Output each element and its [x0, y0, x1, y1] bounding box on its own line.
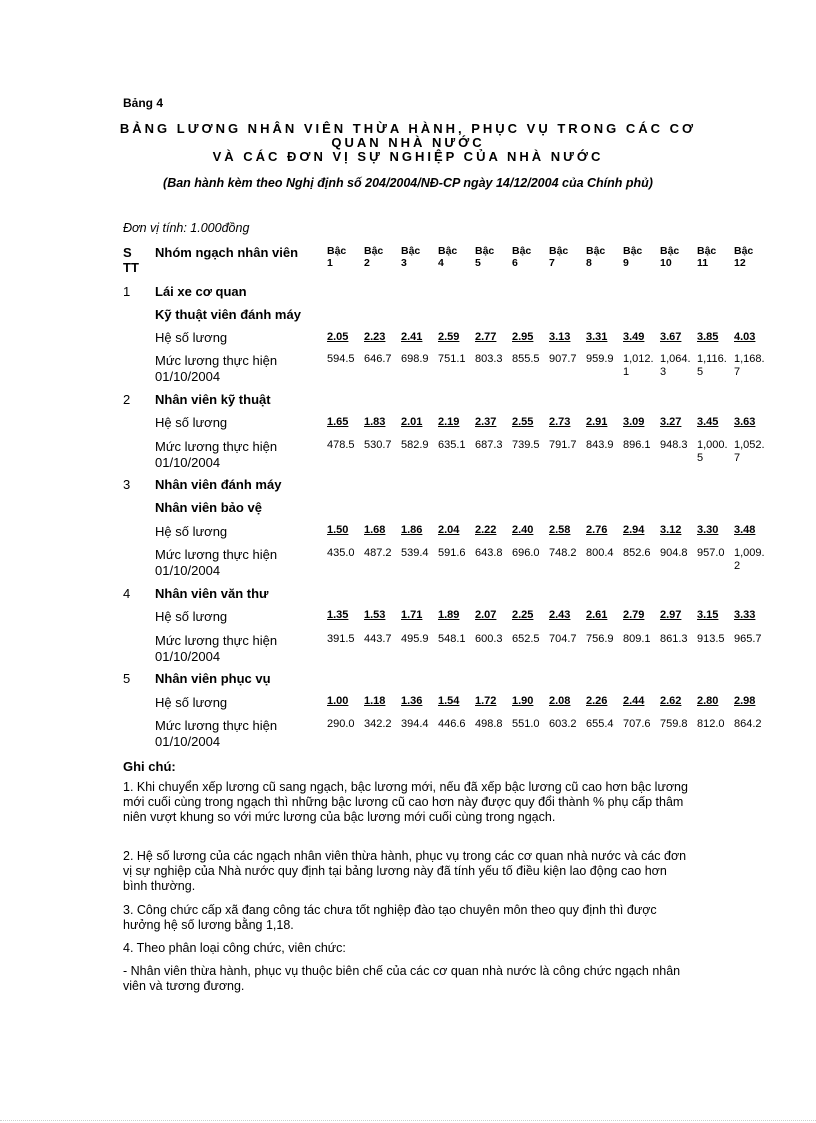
group-4-coef-label: Hệ số lương: [155, 609, 228, 624]
group-3-coef-bac-12: 3.48: [734, 524, 756, 536]
grade-header-3: Bậc 3: [401, 245, 421, 269]
group-3-coef-bac-1: 1.50: [327, 524, 349, 536]
group-4-name: Nhân viên văn thư: [155, 586, 269, 601]
group-1-salary-bac-12: 1,168.7: [734, 353, 765, 378]
group-5-coef-bac-12: 2.98: [734, 695, 756, 707]
group-4-coef-bac-5: 2.07: [475, 609, 497, 621]
group-2-salary-bac-10: 948.3: [660, 439, 688, 451]
group-2-coef-bac-10: 3.27: [660, 416, 682, 428]
group-5-salary-bac-8: 655.4: [586, 718, 614, 730]
group-4-salary-bac-3: 495.9: [401, 633, 429, 645]
group-5-coef-bac-4: 1.54: [438, 695, 460, 707]
note-2: 2. Hệ số lương của các ngạch nhân viên thừa hành, phục vụ trong các cơ quan nhà nước và các đơn vị sự nghiệp của Nhà nước quy định tại bảng lương này đã tính yếu tố điều kiện lao động cao hơn bình thường.: [123, 849, 687, 893]
group-5-salary-label: Mức lương thực hiện 01/10/2004: [155, 718, 278, 749]
group-1-salary-bac-9: 1,012.1: [623, 353, 654, 378]
grade-header-4: Bậc 4: [438, 245, 458, 269]
group-2-salary-bac-2: 530.7: [364, 439, 392, 451]
group-2-salary-label: Mức lương thực hiện 01/10/2004: [155, 439, 278, 470]
grade-header-9: Bậc 9: [623, 245, 643, 269]
note-1: 1. Khi chuyển xếp lương cũ sang ngạch, bậc lương mới, nếu đã xếp bậc lương cũ cao hơn bậc lương mới cuối cùng trong ngạch thì những bậc lương cũ cao hơn này được quy đổi thành % phụ cấp thâm niên vượt khung so với mức lương của bậc lương mới cuối cùng trong ngạch.: [123, 780, 688, 824]
group-1-coef-label: Hệ số lương: [155, 330, 228, 345]
group-3-name-a: Nhân viên đánh máy: [155, 477, 282, 492]
group-1-number: 1: [123, 284, 131, 299]
group-3-coef-bac-11: 3.30: [697, 524, 719, 536]
group-1-coef-bac-3: 2.41: [401, 331, 423, 343]
group-4-number: 4: [123, 586, 131, 601]
group-2-salary-bac-1: 478.5: [327, 439, 355, 451]
group-2-coef-bac-3: 2.01: [401, 416, 423, 428]
group-3-coef-label: Hệ số lương: [155, 524, 228, 539]
group-3-salary-bac-2: 487.2: [364, 547, 392, 559]
group-5-salary-bac-12: 864.2: [734, 718, 762, 730]
group-2-coef-bac-1: 1.65: [327, 416, 349, 428]
group-3-salary-bac-12: 1,009.2: [734, 547, 765, 572]
decree-subtitle: (Ban hành kèm theo Nghị định số 204/2004/NĐ-CP ngày 14/12/2004 của Chính phủ): [163, 176, 653, 190]
group-3-salary-label: Mức lương thực hiện 01/10/2004: [155, 547, 278, 578]
group-5-salary-bac-11: 812.0: [697, 718, 725, 730]
header-group: Nhóm ngạch nhân viên: [155, 245, 299, 260]
group-1-salary-bac-10: 1,064.3: [660, 353, 691, 378]
group-1-salary-bac-4: 751.1: [438, 353, 466, 365]
group-1-salary-bac-6: 855.5: [512, 353, 540, 365]
group-2-salary-bac-3: 582.9: [401, 439, 429, 451]
table-label: Bảng 4: [123, 96, 164, 110]
group-1-coef-bac-1: 2.05: [327, 331, 349, 343]
group-4-coef-bac-9: 2.79: [623, 609, 645, 621]
group-2-salary-bac-11: 1,000.5: [697, 439, 728, 464]
group-3-coef-bac-7: 2.58: [549, 524, 571, 536]
title-line-2: VÀ CÁC ĐƠN VỊ SỰ NGHIỆP CỦA NHÀ NƯỚC: [212, 149, 604, 164]
group-1-salary-bac-1: 594.5: [327, 353, 355, 365]
group-5-salary-bac-3: 394.4: [401, 718, 429, 730]
group-2-salary-bac-4: 635.1: [438, 439, 466, 451]
group-5-coef-label: Hệ số lương: [155, 695, 228, 710]
grade-header-10: Bậc 10: [660, 245, 680, 269]
group-3-coef-bac-8: 2.76: [586, 524, 608, 536]
group-2-coef-bac-5: 2.37: [475, 416, 497, 428]
group-4-salary-bac-4: 548.1: [438, 633, 466, 645]
group-4-coef-bac-6: 2.25: [512, 609, 534, 621]
group-2-coef-bac-12: 3.63: [734, 416, 756, 428]
group-5-salary-bac-9: 707.6: [623, 718, 651, 730]
unit-label: Đơn vị tính: 1.000đồng: [123, 221, 250, 235]
group-2-salary-bac-6: 739.5: [512, 439, 540, 451]
group-1-coef-bac-7: 3.13: [549, 331, 571, 343]
group-2-coef-bac-11: 3.45: [697, 416, 719, 428]
group-5-salary-bac-5: 498.8: [475, 718, 503, 730]
note-3: 3. Công chức cấp xã đang công tác chưa tốt nghiệp đào tạo chuyên môn theo quy định thì được hưởng hệ số lương bằng 1,18.: [123, 903, 657, 932]
group-4-salary-bac-7: 704.7: [549, 633, 577, 645]
group-5-coef-bac-2: 1.18: [364, 695, 386, 707]
group-4-salary-label: Mức lương thực hiện 01/10/2004: [155, 633, 278, 664]
group-5-coef-bac-11: 2.80: [697, 695, 719, 707]
group-1-salary-bac-8: 959.9: [586, 353, 614, 365]
page-bottom-divider: [0, 1120, 816, 1121]
group-3-salary-bac-4: 591.6: [438, 547, 466, 559]
group-1-salary-label: Mức lương thực hiện 01/10/2004: [155, 353, 278, 384]
group-3-salary-bac-5: 643.8: [475, 547, 503, 559]
group-1-coef-bac-5: 2.77: [475, 331, 497, 343]
group-5-salary-bac-4: 446.6: [438, 718, 466, 730]
group-2-name: Nhân viên kỹ thuật: [155, 392, 271, 407]
group-3-salary-bac-1: 435.0: [327, 547, 355, 559]
group-2-coef-bac-2: 1.83: [364, 416, 386, 428]
group-4-coef-bac-2: 1.53: [364, 609, 386, 621]
grade-header-7: Bậc 7: [549, 245, 569, 269]
group-4-salary-bac-11: 913.5: [697, 633, 725, 645]
group-5-coef-bac-7: 2.08: [549, 695, 571, 707]
group-5-coef-bac-5: 1.72: [475, 695, 497, 707]
group-4-coef-bac-12: 3.33: [734, 609, 756, 621]
group-2-salary-bac-9: 896.1: [623, 439, 651, 451]
group-4-salary-bac-8: 756.9: [586, 633, 614, 645]
group-3-salary-bac-11: 957.0: [697, 547, 725, 559]
group-1-coef-bac-12: 4.03: [734, 331, 756, 343]
group-1-salary-bac-3: 698.9: [401, 353, 429, 365]
group-3-coef-bac-10: 3.12: [660, 524, 682, 536]
notes-title: Ghi chú:: [123, 759, 176, 774]
group-1-coef-bac-6: 2.95: [512, 331, 534, 343]
group-2-coef-bac-6: 2.55: [512, 416, 534, 428]
group-2-salary-bac-8: 843.9: [586, 439, 614, 451]
group-1-coef-bac-4: 2.59: [438, 331, 460, 343]
group-3-salary-bac-8: 800.4: [586, 547, 614, 559]
group-5-salary-bac-1: 290.0: [327, 718, 355, 730]
group-3-salary-bac-9: 852.6: [623, 547, 651, 559]
group-3-coef-bac-3: 1.86: [401, 524, 423, 536]
note-5: - Nhân viên thừa hành, phục vụ thuộc biên chế của các cơ quan nhà nước là công chức ngạch nhân viên và tương đương.: [123, 964, 681, 993]
group-3-salary-bac-3: 539.4: [401, 547, 429, 559]
group-3-coef-bac-5: 2.22: [475, 524, 497, 536]
group-1-coef-bac-2: 2.23: [364, 331, 386, 343]
group-2-coef-bac-7: 2.73: [549, 416, 571, 428]
group-4-coef-bac-4: 1.89: [438, 609, 460, 621]
group-5-coef-bac-10: 2.62: [660, 695, 682, 707]
group-5-salary-bac-10: 759.8: [660, 718, 688, 730]
group-4-salary-bac-12: 965.7: [734, 633, 762, 645]
group-1-salary-bac-11: 1,116.5: [697, 353, 727, 378]
header-stt: S TT: [123, 245, 139, 275]
group-1-salary-bac-2: 646.7: [364, 353, 392, 365]
group-4-coef-bac-8: 2.61: [586, 609, 608, 621]
group-5-number: 5: [123, 671, 131, 686]
group-4-salary-bac-6: 652.5: [512, 633, 540, 645]
group-2-coef-bac-4: 2.19: [438, 416, 460, 428]
grade-header-5: Bậc 5: [475, 245, 495, 269]
group-2-salary-bac-12: 1,052.7: [734, 439, 765, 464]
group-5-coef-bac-3: 1.36: [401, 695, 423, 707]
group-2-number: 2: [123, 392, 131, 407]
group-4-salary-bac-9: 809.1: [623, 633, 651, 645]
note-4: 4. Theo phân loại công chức, viên chức:: [123, 941, 346, 955]
group-2-coef-bac-9: 3.09: [623, 416, 645, 428]
group-1-coef-bac-11: 3.85: [697, 331, 719, 343]
grade-header-8: Bậc 8: [586, 245, 606, 269]
group-1-name-b: Kỹ thuật viên đánh máy: [155, 307, 301, 322]
grade-header-11: Bậc 11: [697, 245, 717, 269]
group-3-salary-bac-6: 696.0: [512, 547, 540, 559]
group-1-coef-bac-10: 3.67: [660, 331, 682, 343]
group-2-coef-label: Hệ số lương: [155, 415, 228, 430]
grade-header-6: Bậc 6: [512, 245, 532, 269]
group-2-salary-bac-5: 687.3: [475, 439, 503, 451]
group-5-name: Nhân viên phục vụ: [155, 671, 271, 686]
group-3-coef-bac-4: 2.04: [438, 524, 460, 536]
group-5-coef-bac-6: 1.90: [512, 695, 534, 707]
group-5-coef-bac-9: 2.44: [623, 695, 645, 707]
group-4-salary-bac-5: 600.3: [475, 633, 503, 645]
group-1-name-a: Lái xe cơ quan: [155, 284, 247, 299]
group-4-coef-bac-7: 2.43: [549, 609, 571, 621]
group-3-number: 3: [123, 477, 131, 492]
group-4-coef-bac-3: 1.71: [401, 609, 423, 621]
group-5-salary-bac-2: 342.2: [364, 718, 392, 730]
grade-header-12: Bậc 12: [734, 245, 754, 269]
group-5-salary-bac-7: 603.2: [549, 718, 577, 730]
group-3-coef-bac-9: 2.94: [623, 524, 645, 536]
group-4-coef-bac-11: 3.15: [697, 609, 719, 621]
group-1-salary-bac-5: 803.3: [475, 353, 503, 365]
group-2-coef-bac-8: 2.91: [586, 416, 608, 428]
grade-header-2: Bậc 2: [364, 245, 384, 269]
group-5-coef-bac-8: 2.26: [586, 695, 608, 707]
group-3-coef-bac-6: 2.40: [512, 524, 534, 536]
group-2-salary-bac-7: 791.7: [549, 439, 577, 451]
group-1-coef-bac-8: 3.31: [586, 331, 608, 343]
group-3-name-b: Nhân viên bảo vệ: [155, 500, 262, 515]
group-5-coef-bac-1: 1.00: [327, 695, 349, 707]
group-4-salary-bac-2: 443.7: [364, 633, 392, 645]
title-line-1: BẢNG LƯƠNG NHÂN VIÊN THỪA HÀNH, PHỤC VỤ TRONG CÁC CƠ QUAN NHÀ NƯỚC: [119, 121, 697, 150]
group-3-coef-bac-2: 1.68: [364, 524, 386, 536]
group-1-salary-bac-7: 907.7: [549, 353, 577, 365]
group-1-coef-bac-9: 3.49: [623, 331, 645, 343]
grade-header-1: Bậc 1: [327, 245, 347, 269]
group-5-salary-bac-6: 551.0: [512, 718, 540, 730]
group-4-coef-bac-1: 1.35: [327, 609, 349, 621]
group-3-salary-bac-10: 904.8: [660, 547, 688, 559]
group-3-salary-bac-7: 748.2: [549, 547, 577, 559]
group-4-salary-bac-10: 861.3: [660, 633, 688, 645]
group-4-salary-bac-1: 391.5: [327, 633, 355, 645]
group-4-coef-bac-10: 2.97: [660, 609, 682, 621]
